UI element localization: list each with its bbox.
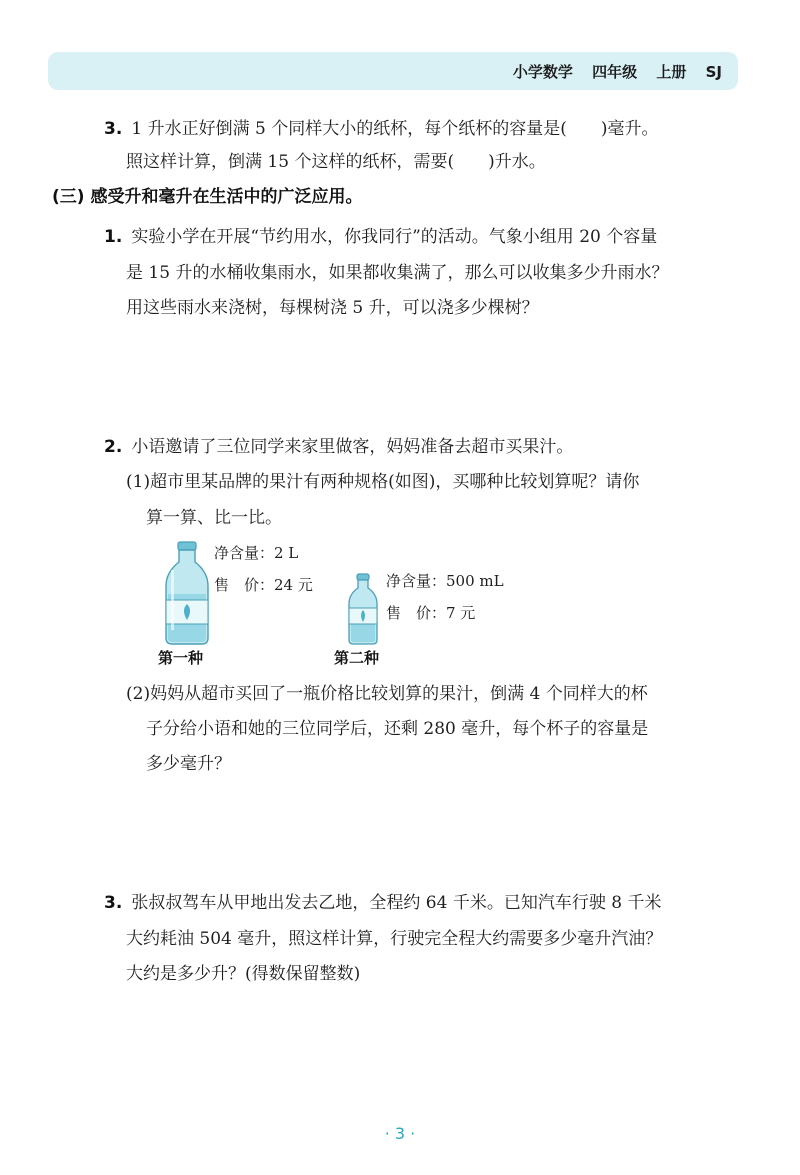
- q3-top-number: 3.: [104, 119, 123, 139]
- bottle2-caption: 第二种: [334, 649, 380, 667]
- header-grade: 四年级: [592, 63, 638, 81]
- q2-part1-line2: 算一算、比一比。: [146, 508, 282, 528]
- header-info: [499, 61, 722, 82]
- header-subject: 小学数学: [512, 63, 573, 81]
- q2-intro-line: [104, 435, 573, 459]
- q3-top-line1: [104, 117, 659, 141]
- q3-text1: 张叔叔驾车从甲地出发去乙地，全程约 64 千米。已知汽车行驶 8 千米: [131, 893, 662, 913]
- header-edition: SJ: [705, 63, 722, 81]
- bottle1-caption: 第一种: [158, 649, 204, 667]
- q1-number: 1.: [104, 227, 123, 247]
- bottle-large-icon: [162, 540, 212, 646]
- bottle2-content: 净含量：500 mL: [386, 572, 504, 590]
- q3-line2: 大约耗油 504 毫升，照这样计算，行驶完全程大约需要多少毫升汽油？: [126, 929, 663, 949]
- section-title: (三) 感受升和毫升在生活中的广泛应用。: [52, 187, 363, 207]
- bottle1-content: 净含量：2 L: [214, 544, 299, 562]
- q2-number: 2.: [104, 437, 123, 457]
- bottle2-price: 售 价：7 元: [386, 604, 476, 622]
- q2-part2-line1: (2)妈妈从超市买回了一瓶价格比较划算的果汁，倒满 4 个同样大的杯: [126, 684, 648, 704]
- q1-text1: 实验小学在开展“节约用水，你我同行”的活动。气象小组用 20 个容量: [131, 227, 658, 247]
- q1-line1: [104, 225, 657, 249]
- q3-line1: [104, 891, 661, 915]
- header-bar: [48, 52, 738, 90]
- q3-line3: 大约是多少升？(得数保留整数): [126, 964, 361, 984]
- page-number: · 3 ·: [384, 1124, 416, 1143]
- q3-top-line2: 照这样计算，倒满 15 个这样的纸杯，需要( )升水。: [126, 152, 546, 172]
- q3-number: 3.: [104, 893, 123, 913]
- q2-part2-line3: 多少毫升？: [146, 754, 231, 774]
- q2-part2-line2: 子分给小语和她的三位同学后，还剩 280 毫升，每个杯子的容量是: [146, 719, 649, 739]
- bottle1-price: 售 价：24 元: [214, 576, 313, 594]
- q1-line3: 用这些雨水来浇树，每棵树浇 5 升，可以浇多少棵树？: [126, 298, 539, 318]
- bottle-small-icon: [346, 572, 380, 646]
- q3-top-text1: 1 升水正好倒满 5 个同样大小的纸杯，每个纸杯的容量是( )毫升。: [131, 119, 659, 139]
- q2-part1-line1: (1)超市里某品牌的果汁有两种规格(如图)，买哪种比较划算呢？请你: [126, 472, 640, 492]
- q2-intro: 小语邀请了三位同学来家里做客，妈妈准备去超市买果汁。: [131, 437, 574, 457]
- header-volume: 上册: [656, 63, 687, 81]
- q1-line2: 是 15 升的水桶收集雨水，如果都收集满了，那么可以收集多少升雨水？: [126, 263, 669, 283]
